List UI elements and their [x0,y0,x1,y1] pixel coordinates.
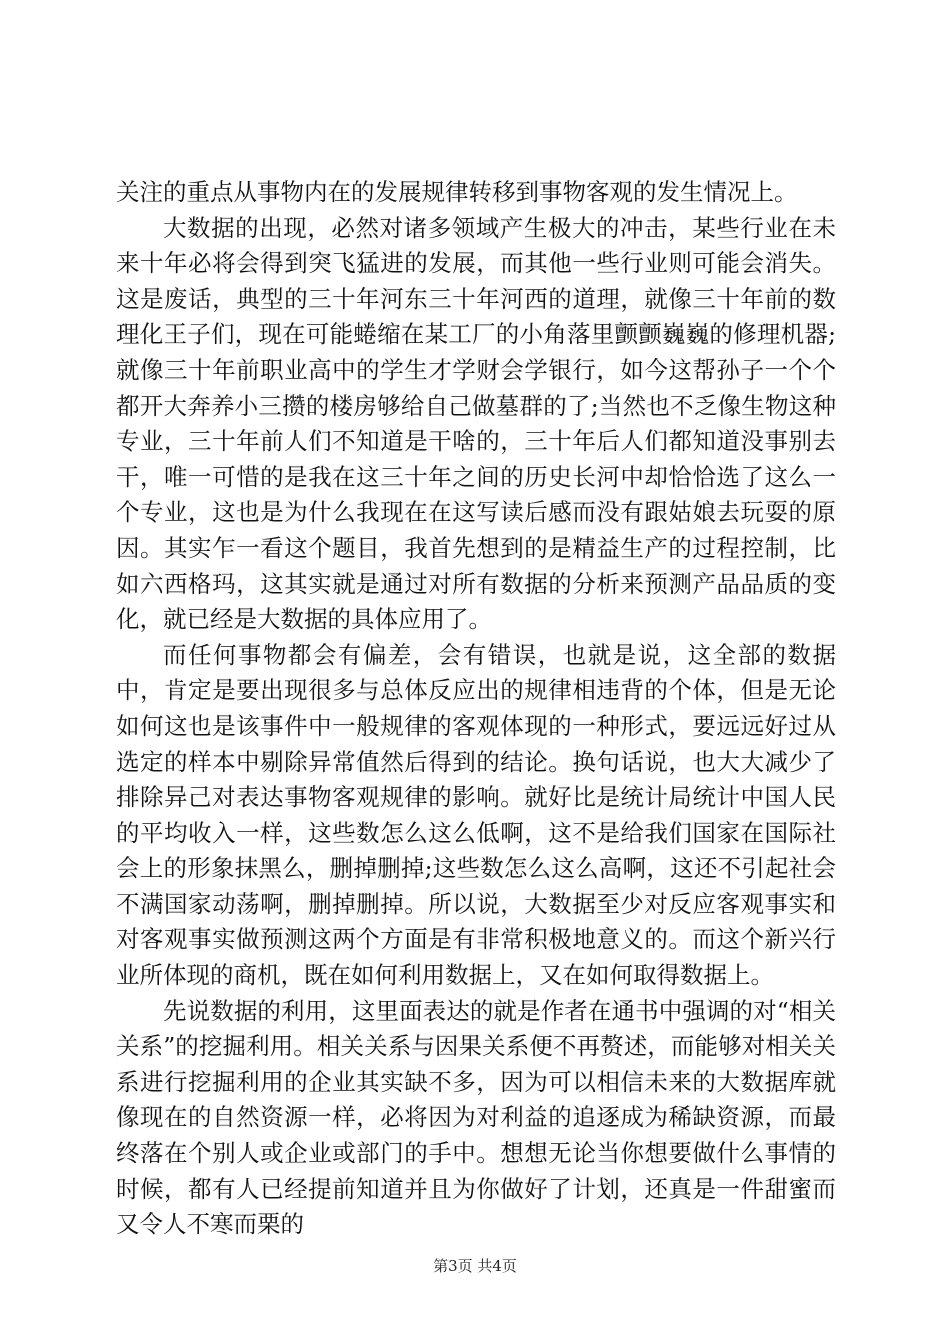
page-number-footer: 第3页 共4页 [433,1257,517,1275]
paragraph-2: 大数据的出现，必然对诸多领域产生极大的冲击，某些行业在未来十年必将会得到突飞猛进的发展，而其他一些行业则可能会消失。这是废话，典型的三十年河东三十年河西的道理，就像三十年前的数理化王子们，现在可能蜷缩在某工厂的小角落里颤颤巍巍的修理机器;就像三十年前职业高中的学生才学财会学银行，如今这帮孙子一个个都开大奔养小三攒的楼房够给自己做墓群的了;当然也不乏像生物这种专业，三十年前人们不知道是干啥的，三十年后人们都知道没事别去干，唯一可惜的是我在这三十年之间的历史长河中却恰恰选了这么一个专业，这也是为什么我现在在这写读后感而没有跟姑娘去玩耍的原因。其实乍一看这个题目，我首先想到的是精益生产的过程控制，比如六西格玛，这其实就是通过对所有数据的分析来预测产品品质的变化，就已经是大数据的具体应用了。 [116,213,836,634]
paragraph-4: 先说数据的利用，这里面表达的就是作者在通书中强调的对“相关关系”的挖掘利用。相关关系与因果关系便不再赘述，而能够对相关关系进行挖掘利用的企业其实缺不多，因为可以相信未来的大数据库就像现在的自然资源一样，必将因为对利益的追逐成为稀缺资源，而最终落在个别人或企业或部门的手中。想想无论当你想要做什么事情的时候，都有人已经提前知道并且为你做好了计划，还真是一件甜蜜而又令人不寒而栗的 [116,996,836,1239]
document-body [116,175,836,1243]
paragraph-3: 而任何事物都会有偏差，会有错误，也就是说，这全部的数据中，肯定是要出现很多与总体反应出的规律相违背的个体，但是无论如何这也是该事件中一般规律的客观体现的一种形式，要远远好过从选定的样本中剔除异常值然后得到的结论。换句话说，也大大减少了排除异己对表达事物客观规律的影响。就好比是统计局统计中国人民的平均收入一样，这些数怎么这么低啊，这不是给我们国家在国际社会上的形象抹黑么，删掉删掉;这些数怎么这么高啊，这还不引起社会不满国家动荡啊，删掉删掉。所以说，大数据至少对反应客观事实和对客观事实做预测这两个方面是有非常积极地意义的。而这个新兴行业所体现的商机，既在如何利用数据上，又在如何取得数据上。 [116,640,836,990]
paragraph-1: 关注的重点从事物内在的发展规律转移到事物客观的发生情况上。 [116,178,798,206]
